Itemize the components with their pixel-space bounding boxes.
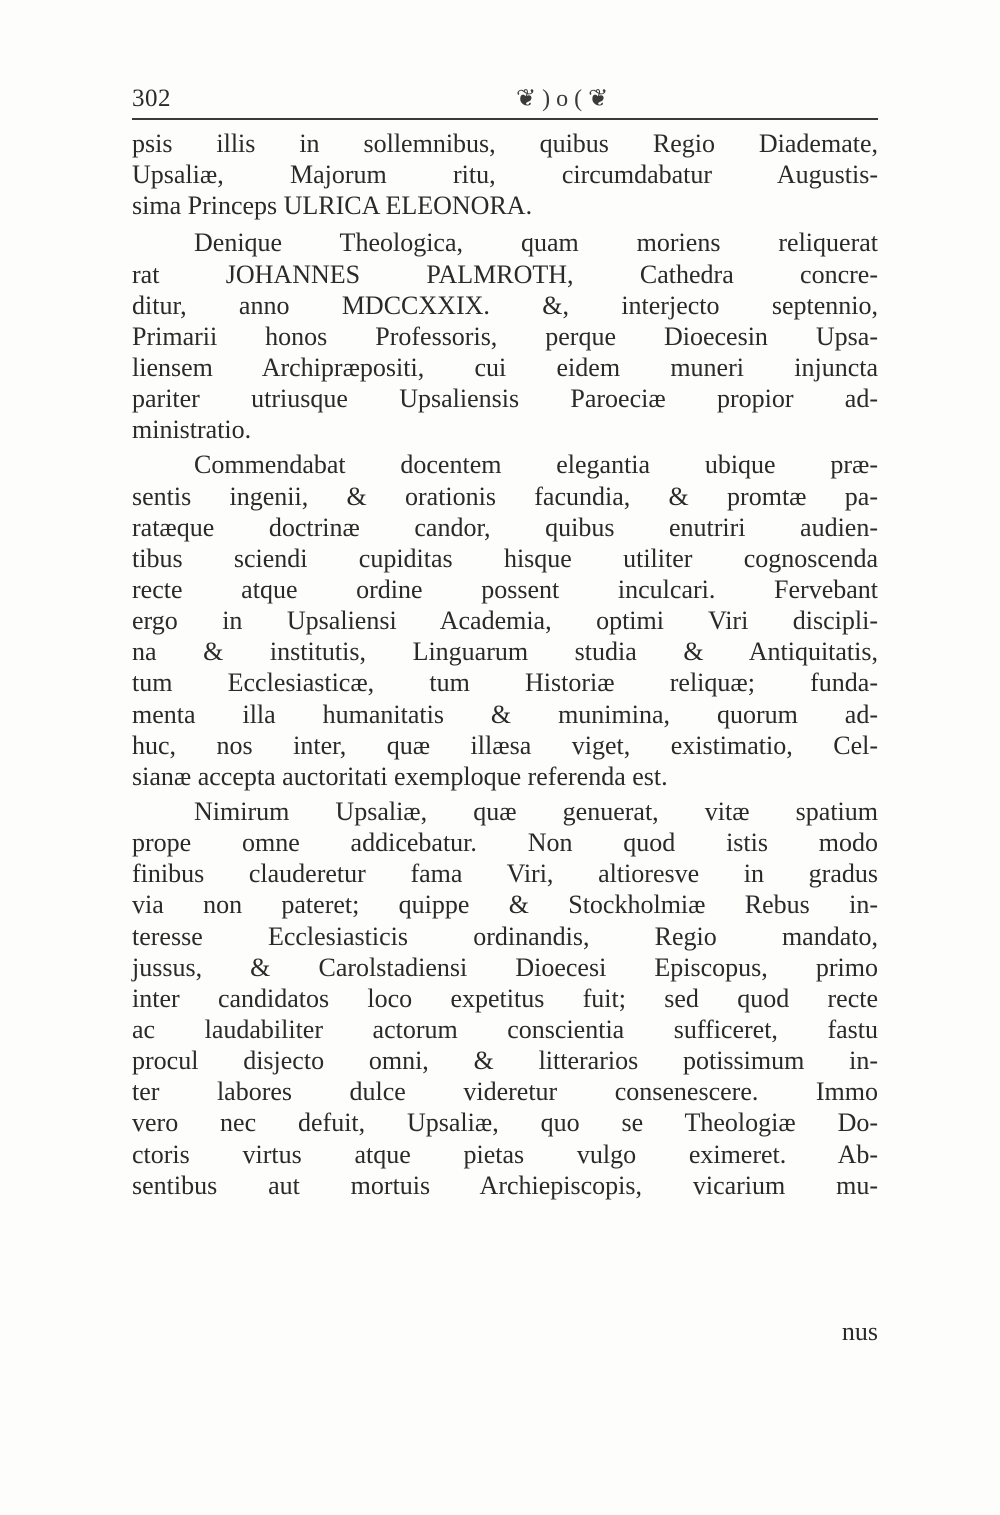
body-text <box>132 128 878 1201</box>
text-line: ctoris virtus atque pietas vulgo eximeret. Ab- <box>132 1139 878 1169</box>
page-header <box>132 78 878 120</box>
text-line: ergo in Upsaliensi Academia, optimi Viri discipli- <box>132 606 878 636</box>
text-line: huc, nos inter, quæ illæsa viget, existimatio, Cel- <box>132 730 878 760</box>
text-line: tum Ecclesiasticæ, tum Historiæ reliquæ; funda- <box>132 668 878 698</box>
paragraph <box>132 796 878 1201</box>
text-line: na & institutis, Linguarum studia & Antiquitatis, <box>132 637 878 667</box>
text-line: Upsaliæ, Majorum ritu, circumdabatur Augustis- <box>132 160 878 190</box>
text-line: Primarii honos Professoris, perque Dioecesin Upsa- <box>132 321 878 351</box>
text-line: ministratio. <box>132 415 252 445</box>
paragraph <box>132 128 878 221</box>
text-line: rat JOHANNES PALMROTH, Cathedra concre- <box>132 259 878 289</box>
text-line: ditur, anno MDCCXXIX. &, interjecto septennio, <box>132 290 878 320</box>
text-line: vero nec defuit, Upsaliæ, quo se Theologiæ Do- <box>132 1108 878 1138</box>
text-line: Denique Theologica, quam moriens reliquerat <box>194 228 878 258</box>
text-line: ratæque doctrinæ candor, quibus enutriri audien- <box>132 512 878 542</box>
text-line: Nimirum Upsaliæ, quæ genuerat, vitæ spatium <box>194 796 878 826</box>
text-line: sentibus aut mortuis Archiepiscopis, vicarium mu- <box>132 1170 878 1200</box>
catchword: nus <box>841 1317 878 1346</box>
text-line: jussus, & Carolstadiensi Dioecesi Episcopus, primo <box>132 952 878 982</box>
paragraph <box>132 449 878 792</box>
text-line: sima Princeps ULRICA ELEONORA. <box>132 191 533 221</box>
text-line: menta illa humanitatis & munimina, quorum ad- <box>132 699 878 729</box>
text-line: Commendabat docentem elegantia ubique præ- <box>194 450 878 480</box>
text-line: finibus clauderetur fama Viri, altioresve in gradus <box>132 859 878 889</box>
page-number: 302 <box>132 85 171 112</box>
text-line: psis illis in sollemnibus, quibus Regio Diademate, <box>132 129 878 158</box>
text-line: via non pateret; quippe & Stockholmiæ Rebus in- <box>132 890 878 920</box>
text-line: liensem Archipræpositi, cui eidem muneri injuncta <box>132 352 878 382</box>
header-rule <box>132 118 878 120</box>
text-line: pariter utriusque Upsaliensis Paroeciæ propior ad- <box>132 384 878 414</box>
text-line: sentis ingenii, & orationis facundia, & promtæ pa- <box>132 481 878 511</box>
text-line: ac laudabiliter actorum conscientia sufficeret, fastu <box>132 1014 878 1044</box>
text-line: inter candidatos loco expetitus fuit; sed quod recte <box>132 983 878 1013</box>
text-line: procul disjecto omni, & litterarios potissimum in- <box>132 1046 878 1076</box>
text-line: prope omne addicebatur. Non quod istis modo <box>132 828 878 858</box>
text-line: sianæ accepta auctoritati exemploque referenda est. <box>132 761 668 791</box>
text-line: recte atque ordine possent inculcari. Fervebant <box>132 574 878 604</box>
header-ornament: ❦ ) o ( ❦ <box>516 86 609 112</box>
text-line: tibus sciendi cupiditas hisque utiliter cognoscenda <box>132 543 878 573</box>
paragraph <box>132 227 878 445</box>
text-line: teresse Ecclesiasticis ordinandis, Regio mandato, <box>132 921 878 951</box>
text-line: ter labores dulce videretur consenescere. Immo <box>132 1077 878 1107</box>
